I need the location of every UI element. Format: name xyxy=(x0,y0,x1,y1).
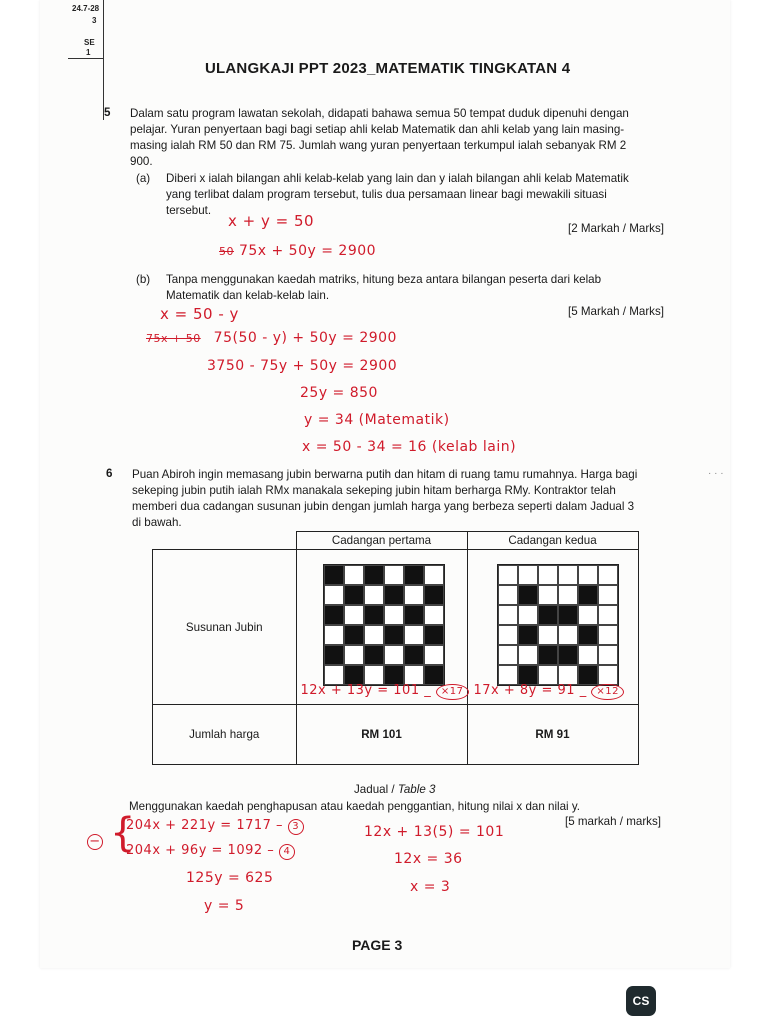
white-tile xyxy=(578,605,598,625)
white-tile xyxy=(344,605,364,625)
first-equation: 12x + 13y = 101 xyxy=(300,683,420,698)
white-tile xyxy=(498,585,518,605)
white-tile xyxy=(598,565,618,585)
black-tile xyxy=(404,565,424,585)
table-header-second: Cadangan kedua xyxy=(467,532,638,550)
q5b-equation: 75(50 - y) + 50y = 2900 xyxy=(213,330,397,346)
q6-work-line: 125y = 625 xyxy=(186,870,274,886)
caption-main: Jadual / xyxy=(354,783,398,796)
white-tile xyxy=(518,605,538,625)
q6-marks: [5 markah / marks] xyxy=(565,815,661,828)
q6-question: Menggunakan kaedah penghapusan atau kaedah penggantian, hitung nilai x dan nilai y. xyxy=(129,800,581,813)
q5-stem-line: Dalam satu program lawatan sekolah, didapati bahawa semua 50 tempat duduk dipenuhi dengan xyxy=(130,107,629,120)
q6-work-line: x = 3 xyxy=(410,879,451,895)
white-tile xyxy=(404,665,424,685)
white-tile xyxy=(364,585,384,605)
black-tile xyxy=(324,645,344,665)
q5b-marks: [5 Markah / Marks] xyxy=(568,305,664,318)
q5b-work-line: y = 34 (Matematik) xyxy=(304,412,450,428)
black-tile xyxy=(558,605,578,625)
white-tile xyxy=(498,625,518,645)
white-tile xyxy=(598,645,618,665)
white-tile xyxy=(324,665,344,685)
black-tile xyxy=(404,645,424,665)
q6-work-line: y = 5 xyxy=(204,898,245,914)
black-tile xyxy=(364,645,384,665)
white-tile xyxy=(324,585,344,605)
price-second: RM 91 xyxy=(467,705,638,765)
q5a-equation: 75x + 50y = 2900 xyxy=(238,243,377,259)
white-tile xyxy=(598,665,618,685)
white-tile xyxy=(558,665,578,685)
white-tile xyxy=(538,585,558,605)
tile-grid-second xyxy=(497,564,619,686)
black-tile xyxy=(344,625,364,645)
black-tile xyxy=(424,665,444,685)
first-multiplier: ×17 xyxy=(436,684,469,700)
table-caption xyxy=(354,782,435,798)
q6-number: 6 xyxy=(106,467,113,480)
white-tile xyxy=(384,565,404,585)
corner-tag-se: SE xyxy=(84,38,95,47)
black-tile xyxy=(558,645,578,665)
black-tile xyxy=(578,625,598,645)
black-tile xyxy=(364,565,384,585)
row-label-arrangement: Susunan Jubin xyxy=(153,550,297,705)
black-tile xyxy=(578,665,598,685)
second-equation: 17x + 8y = 91 xyxy=(473,683,576,698)
q6-stem-line: sekeping jubin putih ialah RMx manakala sekeping jubin hitam berharga RMy. Kontraktor telah xyxy=(132,484,616,497)
black-tile xyxy=(364,605,384,625)
black-tile xyxy=(538,645,558,665)
binder-edge xyxy=(68,0,104,120)
caption-italic: Table 3 xyxy=(397,783,436,796)
q5b-work-line xyxy=(146,330,397,346)
q5b-work-line: x = 50 - y xyxy=(160,305,239,323)
q5-stem-line: pelajar. Yuran penyertaan bagi bagi setiap ahli kelab Matematik dan ahli kelab yang lain masing- xyxy=(130,123,625,136)
q5a-answer-line: x + y = 50 xyxy=(228,212,315,230)
arrangement-first-cell xyxy=(296,550,467,705)
black-tile xyxy=(344,585,364,605)
q6-work-line: 12x + 13(5) = 101 xyxy=(364,824,505,840)
arrangement-second-cell xyxy=(467,550,638,705)
white-tile xyxy=(538,625,558,645)
q5a-struck-text: 50 xyxy=(219,245,234,258)
price-first: RM 101 xyxy=(296,705,467,765)
q5a-line: yang terlibat dalam program tersebut, tulis dua persamaan linear bagi mewakili situasi xyxy=(166,188,607,201)
black-tile xyxy=(518,625,538,645)
second-multiplier: ×12 xyxy=(591,684,624,700)
table-header-first: Cadangan pertama xyxy=(296,532,467,550)
q5-number: 5 xyxy=(104,106,111,119)
q5-stem-line: masing ialah RM 50 dan RM 75. Jumlah wang yuran penyertaan terkumpul ialah sebanyak RM 2 xyxy=(130,139,627,152)
black-tile xyxy=(324,565,344,585)
q6-stem-line: Puan Abiroh ingin memasang jubin berwarna putih dan hitam di ruang tamu rumahnya. Harga bagi xyxy=(132,468,638,481)
white-tile xyxy=(404,585,424,605)
black-tile xyxy=(324,605,344,625)
q5b-work-line: 25y = 850 xyxy=(300,385,378,401)
corner-tag-one: 1 xyxy=(86,48,91,57)
second-equation-annotation: 17x + 8y = 91 _ ×12 xyxy=(474,683,624,700)
black-tile xyxy=(518,665,538,685)
white-tile xyxy=(344,645,364,665)
margin-dots: · · · xyxy=(708,468,724,479)
minus-symbol xyxy=(87,826,103,851)
camscanner-logo: CS xyxy=(626,986,656,1016)
white-tile xyxy=(598,585,618,605)
q6-stem-line: di bawah. xyxy=(132,516,182,529)
table-corner xyxy=(153,532,297,550)
white-tile xyxy=(518,645,538,665)
white-tile xyxy=(324,625,344,645)
page-number: PAGE 3 xyxy=(352,937,403,953)
white-tile xyxy=(344,565,364,585)
black-tile xyxy=(384,585,404,605)
q5a-line: tersebut. xyxy=(166,204,212,217)
corner-tag-number: 3 xyxy=(92,16,97,25)
minus-circle: − xyxy=(87,834,103,850)
white-tile xyxy=(364,665,384,685)
black-tile xyxy=(384,625,404,645)
white-tile xyxy=(538,665,558,685)
binder-divider xyxy=(68,58,103,59)
black-tile xyxy=(538,605,558,625)
white-tile xyxy=(384,645,404,665)
white-tile xyxy=(558,585,578,605)
equation-three: 204x + 221y = 1717 xyxy=(126,818,272,833)
black-tile xyxy=(404,605,424,625)
q6-stem xyxy=(132,467,677,531)
white-tile xyxy=(578,645,598,665)
black-tile xyxy=(344,665,364,685)
tile-table xyxy=(152,531,639,765)
white-tile xyxy=(424,605,444,625)
q6-stem-line: memberi dua cadangan susunan jubin dengan jumlah harga yang berbeza seperti dalam Jadual 3 xyxy=(132,500,635,513)
white-tile xyxy=(364,625,384,645)
black-tile xyxy=(424,625,444,645)
white-tile xyxy=(598,625,618,645)
q5-stem-line: 900. xyxy=(130,155,153,168)
q5b-line: Matematik dan kelab-kelab lain. xyxy=(166,289,330,302)
equation-four: 204x + 96y = 1092 xyxy=(126,843,263,858)
q5a-label: (a) xyxy=(136,172,151,185)
page-title: ULANGKAJI PPT 2023_MATEMATIK TINGKATAN 4 xyxy=(205,60,571,77)
q5a-marks: [2 Markah / Marks] xyxy=(568,222,664,235)
white-tile xyxy=(538,565,558,585)
equation-four-label: 4 xyxy=(279,844,295,860)
corner-tag-date: 24.7-28 xyxy=(72,4,100,13)
q6-work-line: 12x = 36 xyxy=(394,851,463,867)
white-tile xyxy=(558,565,578,585)
white-tile xyxy=(498,665,518,685)
q6-work-line: 204x + 96y = 1092 – 4 xyxy=(126,843,295,860)
q5a-line: Diberi x ialah bilangan ahli kelab-kelab yang lain dan y ialah bilangan ahli kelab Matematik xyxy=(166,172,629,185)
black-tile xyxy=(424,585,444,605)
white-tile xyxy=(518,565,538,585)
white-tile xyxy=(598,605,618,625)
q5b-work-line: 3750 - 75y + 50y = 2900 xyxy=(207,358,398,374)
white-tile xyxy=(578,565,598,585)
white-tile xyxy=(558,625,578,645)
row-label-total-price: Jumlah harga xyxy=(153,705,297,765)
white-tile xyxy=(498,645,518,665)
q5-stem xyxy=(130,106,675,170)
white-tile xyxy=(424,565,444,585)
white-tile xyxy=(384,605,404,625)
white-tile xyxy=(404,625,424,645)
q5b-line: Tanpa menggunakan kaedah matriks, hitung beza antara bilangan peserta dari kelab xyxy=(166,273,602,286)
white-tile xyxy=(498,565,518,585)
q6-work-line: 204x + 221y = 1717 – 3 xyxy=(126,818,304,835)
tile-grid-first xyxy=(323,564,445,686)
equation-three-label: 3 xyxy=(288,819,304,835)
white-tile xyxy=(424,645,444,665)
black-tile xyxy=(518,585,538,605)
brace-symbol: { xyxy=(110,810,136,856)
q5b-work-line: x = 50 - 34 = 16 (kelab lain) xyxy=(302,439,517,455)
q5b-text xyxy=(166,272,676,304)
q5b-struck-text: 75x + 50 xyxy=(146,332,201,345)
white-tile xyxy=(498,605,518,625)
black-tile xyxy=(578,585,598,605)
q5b-label: (b) xyxy=(136,273,151,286)
black-tile xyxy=(384,665,404,685)
q5a-answer-line xyxy=(219,243,376,259)
first-equation-annotation: 12x + 13y = 101 _ ×17 xyxy=(301,683,469,700)
